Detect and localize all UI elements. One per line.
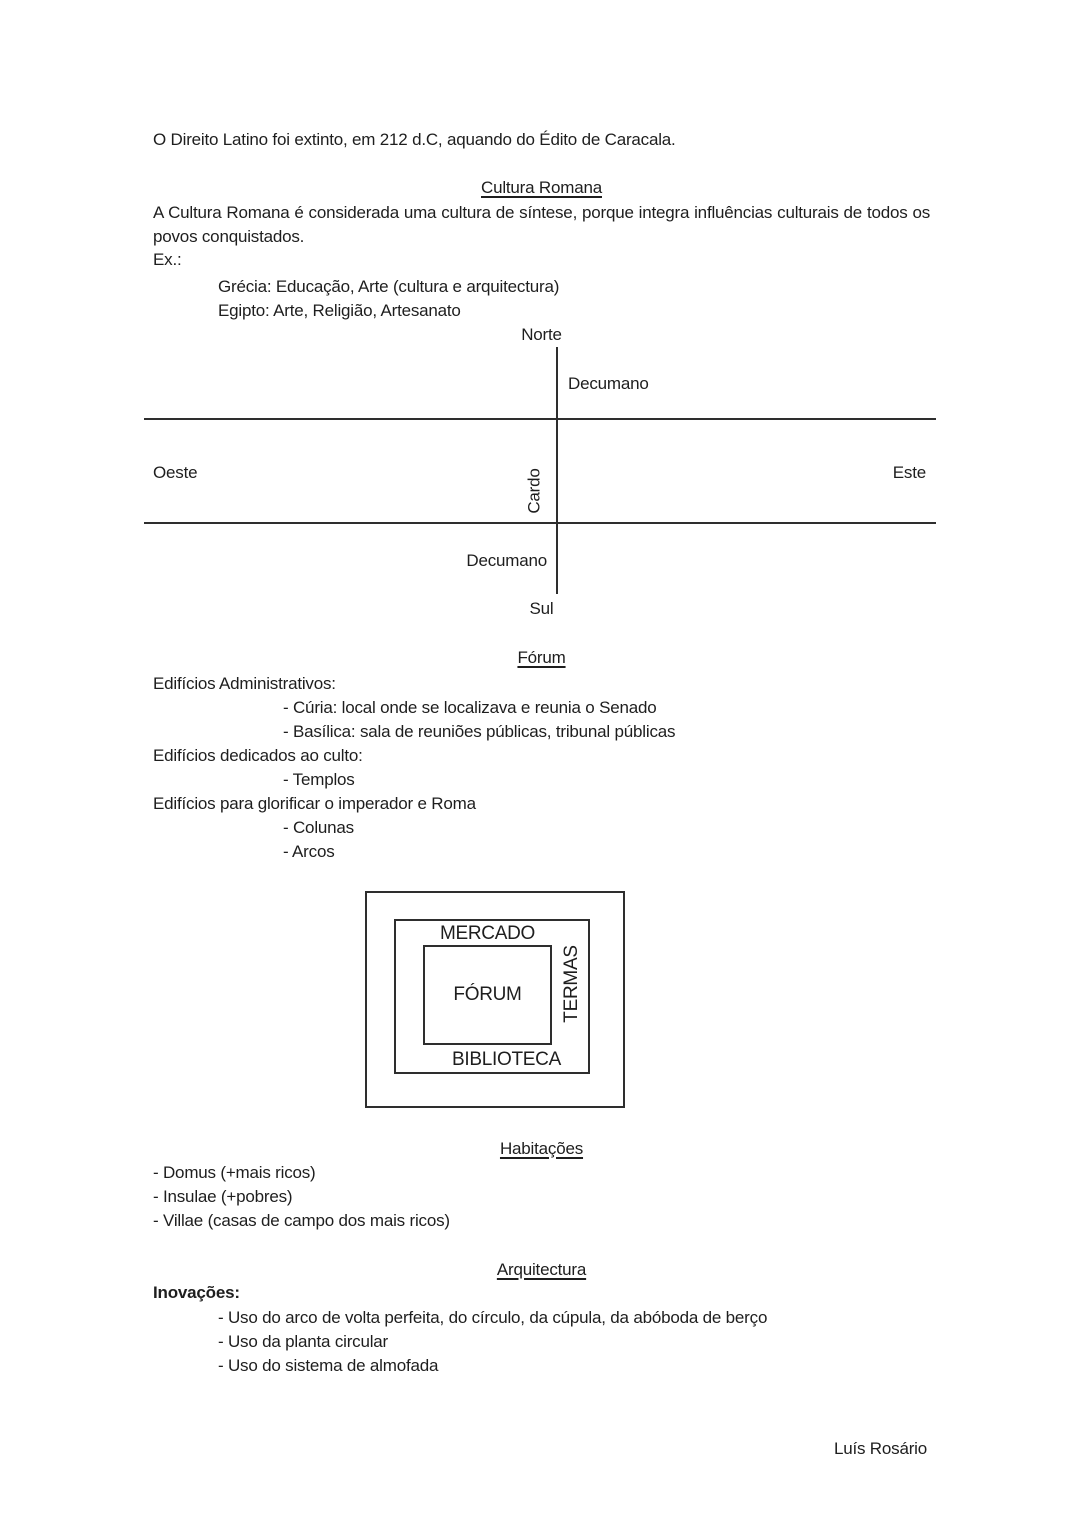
arquitectura-item: - Uso do sistema de almofada xyxy=(218,1356,439,1375)
south-label: Sul xyxy=(529,599,554,618)
cardo-street-line xyxy=(556,347,558,594)
forum-group-item: - Basílica: sala de reuniões públicas, tribunal públicas xyxy=(283,722,676,741)
east-label: Este xyxy=(892,463,926,482)
arquitectura-item: - Uso do arco de volta perfeita, do círculo, da cúpula, da abóboda de berço xyxy=(218,1308,768,1327)
west-label: Oeste xyxy=(153,463,198,482)
cultura-romana-paragraph: A Cultura Romana é considerada uma cultura de síntese, porque integra influências culturais de todos os povos conquistados. xyxy=(153,203,930,246)
habitacoes-item: - Domus (+mais ricos) xyxy=(153,1163,316,1182)
decumano-top-label: Decumano xyxy=(568,374,649,393)
forum-group-title: Edifícios Administrativos: xyxy=(153,674,336,693)
forum-group-item: - Cúria: local onde se localizava e reunia o Senado xyxy=(283,698,657,717)
forum-heading: Fórum xyxy=(517,648,566,667)
habitacoes-item: - Insulae (+pobres) xyxy=(153,1187,293,1206)
example-egipto: Egipto: Arte, Religião, Artesanato xyxy=(218,301,461,320)
arquitectura-heading: Arquitectura xyxy=(496,1260,587,1279)
mercado-label: MERCADO xyxy=(439,923,535,944)
decumano-street-line-south xyxy=(144,522,936,524)
habitacoes-heading: Habitações xyxy=(499,1139,584,1158)
example-label: Ex.: xyxy=(153,250,182,269)
forum-group-title: Edifícios para glorificar o imperador e Roma xyxy=(153,794,476,813)
forum-group-item: - Arcos xyxy=(283,842,335,861)
forum-label: FÓRUM xyxy=(453,984,522,1005)
forum-group-item: - Colunas xyxy=(283,818,354,837)
author-signature: Luís Rosário xyxy=(833,1439,927,1458)
north-label: Norte xyxy=(521,325,562,344)
forum-group-title: Edifícios dedicados ao culto: xyxy=(153,746,363,765)
arquitectura-item: - Uso da planta circular xyxy=(218,1332,388,1351)
forum-group-item: - Templos xyxy=(283,770,355,789)
intro-line: O Direito Latino foi extinto, em 212 d.C, aquando do Édito de Caracala. xyxy=(153,130,676,149)
inovacoes-subheading: Inovações: xyxy=(153,1283,240,1302)
termas-label: TERMAS xyxy=(561,945,582,1023)
habitacoes-item: - Villae (casas de campo dos mais ricos) xyxy=(153,1211,450,1230)
decumano-street-line-north xyxy=(144,418,936,420)
decumano-bottom-label: Decumano xyxy=(466,551,547,570)
biblioteca-label: BIBLIOTECA xyxy=(452,1049,561,1070)
example-grecia: Grécia: Educação, Arte (cultura e arquitectura) xyxy=(218,277,560,296)
cultura-romana-heading: Cultura Romana xyxy=(481,178,602,197)
cardo-label: Cardo xyxy=(524,468,544,514)
